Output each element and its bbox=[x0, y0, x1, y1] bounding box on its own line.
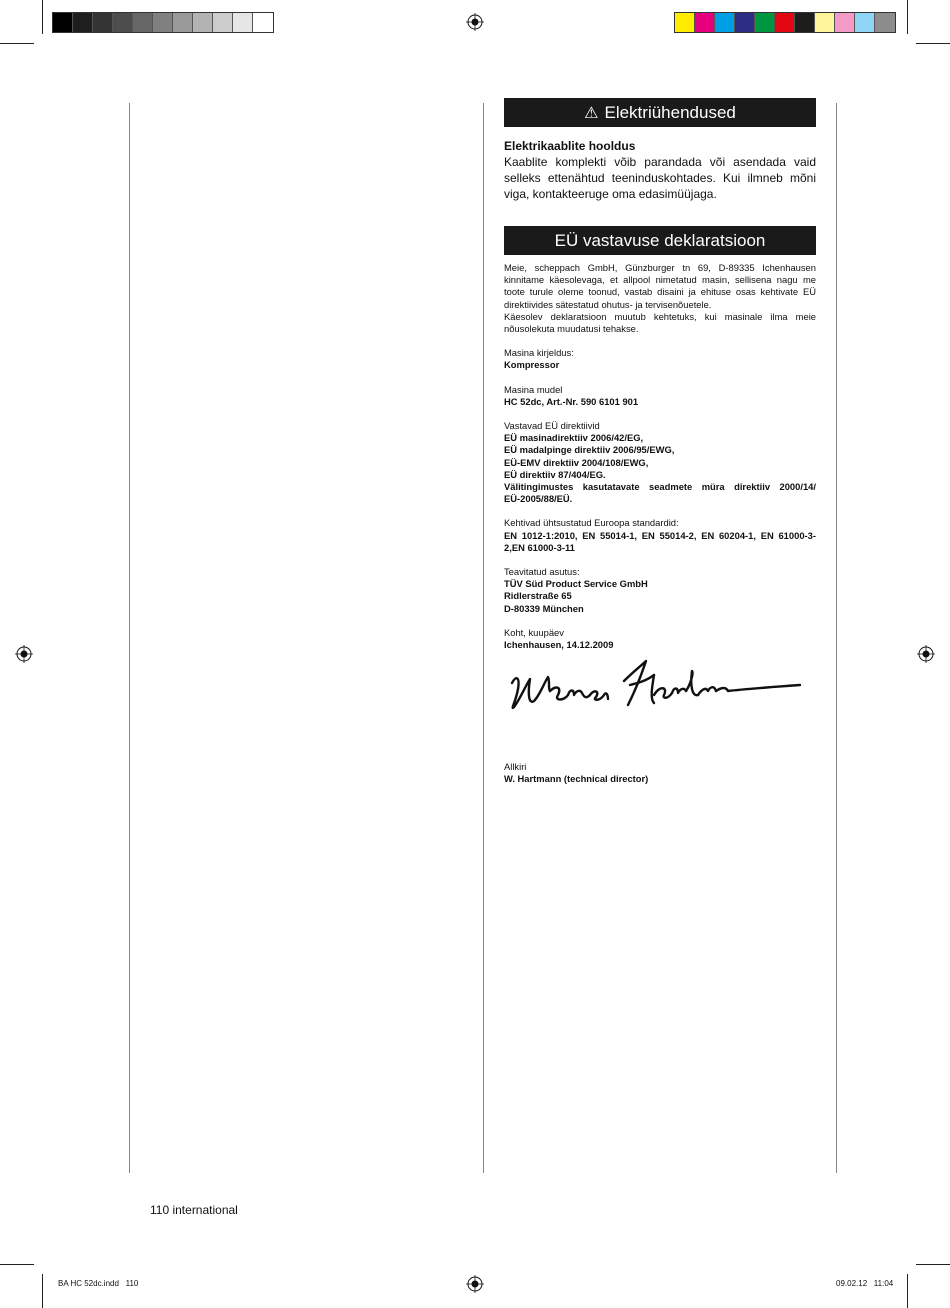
cable-maintenance-subtitle: Elektrikaablite hooldus bbox=[504, 139, 636, 153]
registration-mark-icon bbox=[466, 13, 484, 31]
registration-mark-icon bbox=[466, 1275, 484, 1293]
color-swatch bbox=[775, 13, 795, 32]
column-rule bbox=[836, 103, 837, 1173]
declaration-validity-note: Käesolev deklaratsioon muutub kehtetuks, kui masinale ilma meie nõusolekuta muudatusi tehakse. bbox=[504, 310, 816, 335]
notified-body-line: Ridlerstraße 65 bbox=[504, 590, 572, 602]
notified-body-line: TÜV Süd Product Service GmbH bbox=[504, 578, 648, 590]
crop-mark bbox=[907, 1274, 908, 1308]
signatory-name: W. Hartmann (technical director) bbox=[504, 773, 649, 785]
notified-body-label: Teavitatud asutus: bbox=[504, 566, 580, 578]
notified-body-line: D-80339 München bbox=[504, 602, 584, 614]
color-swatch bbox=[213, 13, 233, 32]
column-rule bbox=[483, 103, 484, 1173]
file-slug: BA HC 52dc.indd 110 bbox=[58, 1279, 139, 1288]
color-swatch bbox=[795, 13, 815, 32]
electric-section-body bbox=[504, 138, 816, 202]
declaration-body bbox=[504, 262, 816, 651]
color-swatch bbox=[815, 13, 835, 32]
crop-mark bbox=[916, 43, 950, 44]
crop-mark bbox=[42, 0, 43, 34]
color-swatch bbox=[113, 13, 133, 32]
place-date-value: Ichenhausen, 14.12.2009 bbox=[504, 639, 614, 651]
directive-item: EÜ madalpinge direktiiv 2006/95/EWG, bbox=[504, 444, 675, 456]
color-swatch bbox=[153, 13, 173, 32]
directive-item: EÜ-EMV direktiiv 2004/108/EWG, bbox=[504, 456, 649, 468]
color-swatch bbox=[93, 13, 113, 32]
registration-mark-icon bbox=[917, 645, 935, 663]
color-swatch bbox=[675, 13, 695, 32]
color-swatch bbox=[695, 13, 715, 32]
print-datetime: 09.02.12 11:04 bbox=[836, 1279, 894, 1288]
color-swatch bbox=[875, 13, 895, 32]
color-swatch bbox=[855, 13, 875, 32]
declaration-intro: Meie, scheppach GmbH, Günzburger tn 69, D-89335 Ichenhausen kinnitame käesolevaga, et allpool nimetatud masin, sellisena nagu me toote turule oleme toonud, vastab disaini ja ehituse osas kehtivate EÜ direktiivides sätestatud ohutus- ja tervisenõuetele. bbox=[504, 262, 816, 310]
color-swatch bbox=[233, 13, 253, 32]
page-number: 110 international bbox=[150, 1203, 238, 1217]
directive-item: EÜ direktiiv 87/404/EG. bbox=[504, 468, 606, 480]
standards-label: Kehtivad ühtsustatud Euroopa standardid: bbox=[504, 517, 679, 529]
directives-label: Vastavad EÜ direktiivid bbox=[504, 420, 600, 432]
column-rule bbox=[129, 103, 130, 1173]
place-date-label: Koht, kuupäev bbox=[504, 626, 564, 638]
machine-description-label: Masina kirjeldus: bbox=[504, 347, 574, 359]
machine-description-value: Kompressor bbox=[504, 359, 560, 371]
color-swatch bbox=[133, 13, 153, 32]
section-heading-electric bbox=[504, 98, 816, 127]
standards-value: EN 1012-1:2010, EN 55014-1, EN 55014-2, EN 60204-1, EN 61000-3-2,EN 61000-3-11 bbox=[504, 529, 816, 553]
cable-maintenance-text: Kaablite komplekti võib parandada või asendada vaid selleks ettenähtud teeninduskohtades. Kui ilmneb mõni viga, kontakteeruge oma edasimüüjaga. bbox=[504, 155, 816, 201]
color-swatch bbox=[755, 13, 775, 32]
directive-item: Välitingimustes kasutatavate seadmete müra direktiiv 2000/14/ EÜ-2005/88/EÜ. bbox=[504, 481, 816, 505]
color-swatch bbox=[193, 13, 213, 32]
crop-mark bbox=[0, 43, 34, 44]
grayscale-bar bbox=[52, 12, 274, 33]
signature-label: Allkiri bbox=[504, 761, 527, 772]
directive-item: EÜ masinadirektiiv 2006/42/EG, bbox=[504, 432, 644, 444]
handwritten-signature bbox=[504, 655, 804, 720]
machine-model-value: HC 52dc, Art.-Nr. 590 6101 901 bbox=[504, 395, 639, 407]
machine-model-label: Masina mudel bbox=[504, 383, 563, 395]
registration-mark-icon bbox=[15, 645, 33, 663]
section-heading-label: EÜ vastavuse deklaratsioon bbox=[554, 230, 766, 250]
signature-block bbox=[504, 761, 816, 785]
color-swatch bbox=[715, 13, 735, 32]
color-swatch bbox=[73, 13, 93, 32]
color-swatch bbox=[735, 13, 755, 32]
crop-mark bbox=[42, 1274, 43, 1308]
crop-mark bbox=[0, 1264, 34, 1265]
color-swatch bbox=[253, 13, 273, 32]
section-heading-declaration bbox=[504, 226, 816, 255]
color-swatch bbox=[53, 13, 73, 32]
process-color-bar bbox=[674, 12, 896, 33]
color-swatch bbox=[835, 13, 855, 32]
color-swatch bbox=[173, 13, 193, 32]
crop-mark bbox=[916, 1264, 950, 1265]
crop-mark bbox=[907, 0, 908, 34]
warning-triangle-icon: ⚠ bbox=[584, 104, 599, 122]
section-heading-label: Elektriühendused bbox=[604, 102, 736, 122]
